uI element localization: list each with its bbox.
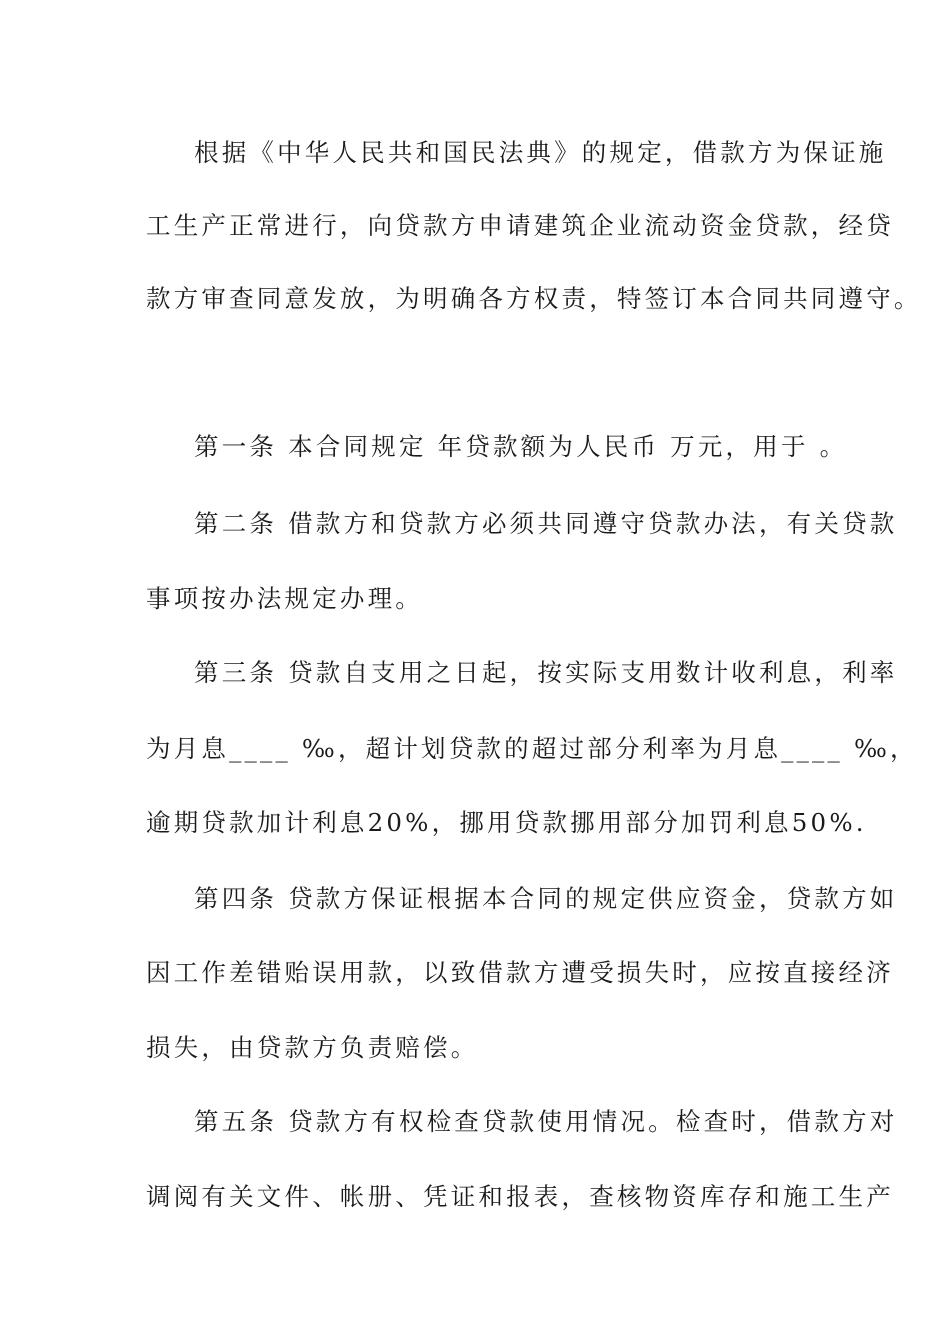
article-2-line-2: 事项按办法规定办理。 (146, 584, 423, 613)
preamble-line-1: 根据《中华人民共和国民法典》的规定，借款方为保证施 (194, 138, 887, 167)
article-5-line-2: 调阅有关文件、帐册、凭证和报表，查核物资库存和施工生产 (146, 1182, 894, 1211)
article-4-line-2: 因工作差错贻误用款，以致借款方遭受损失时，应按直接经济 (146, 958, 894, 987)
article-5-line-1: 第五条 贷款方有权检查贷款使用情况。检查时，借款方对 (194, 1107, 898, 1136)
article-1-line-1: 第一条 本合同规定 年贷款额为人民币 万元，用于 。 (194, 432, 848, 461)
article-3-line-3: 逾期贷款加计利息20%，挪用贷款挪用部分加罚利息50%. (146, 808, 867, 837)
article-4-line-1: 第四条 贷款方保证根据本合同的规定供应资金，贷款方如 (194, 884, 898, 913)
article-2-line-1: 第二条 借款方和贷款方必须共同遵守贷款办法，有关贷款 (194, 509, 898, 538)
preamble-line-2: 工生产正常进行，向贷款方申请建筑企业流动资金贷款，经贷 (146, 211, 894, 240)
article-3-line-1: 第三条 贷款自支用之日起，按实际支用数计收利息，利率 (194, 658, 898, 687)
preamble-line-3: 款方审查同意发放，为明确各方权责，特签订本合同共同遵守。 (146, 284, 922, 313)
article-3-line-2: 为月息____ ‰，超计划贷款的超过部分利率为月息____ ‰， (146, 734, 918, 763)
article-4-line-3: 损失，由贷款方负责赔偿。 (146, 1033, 479, 1062)
